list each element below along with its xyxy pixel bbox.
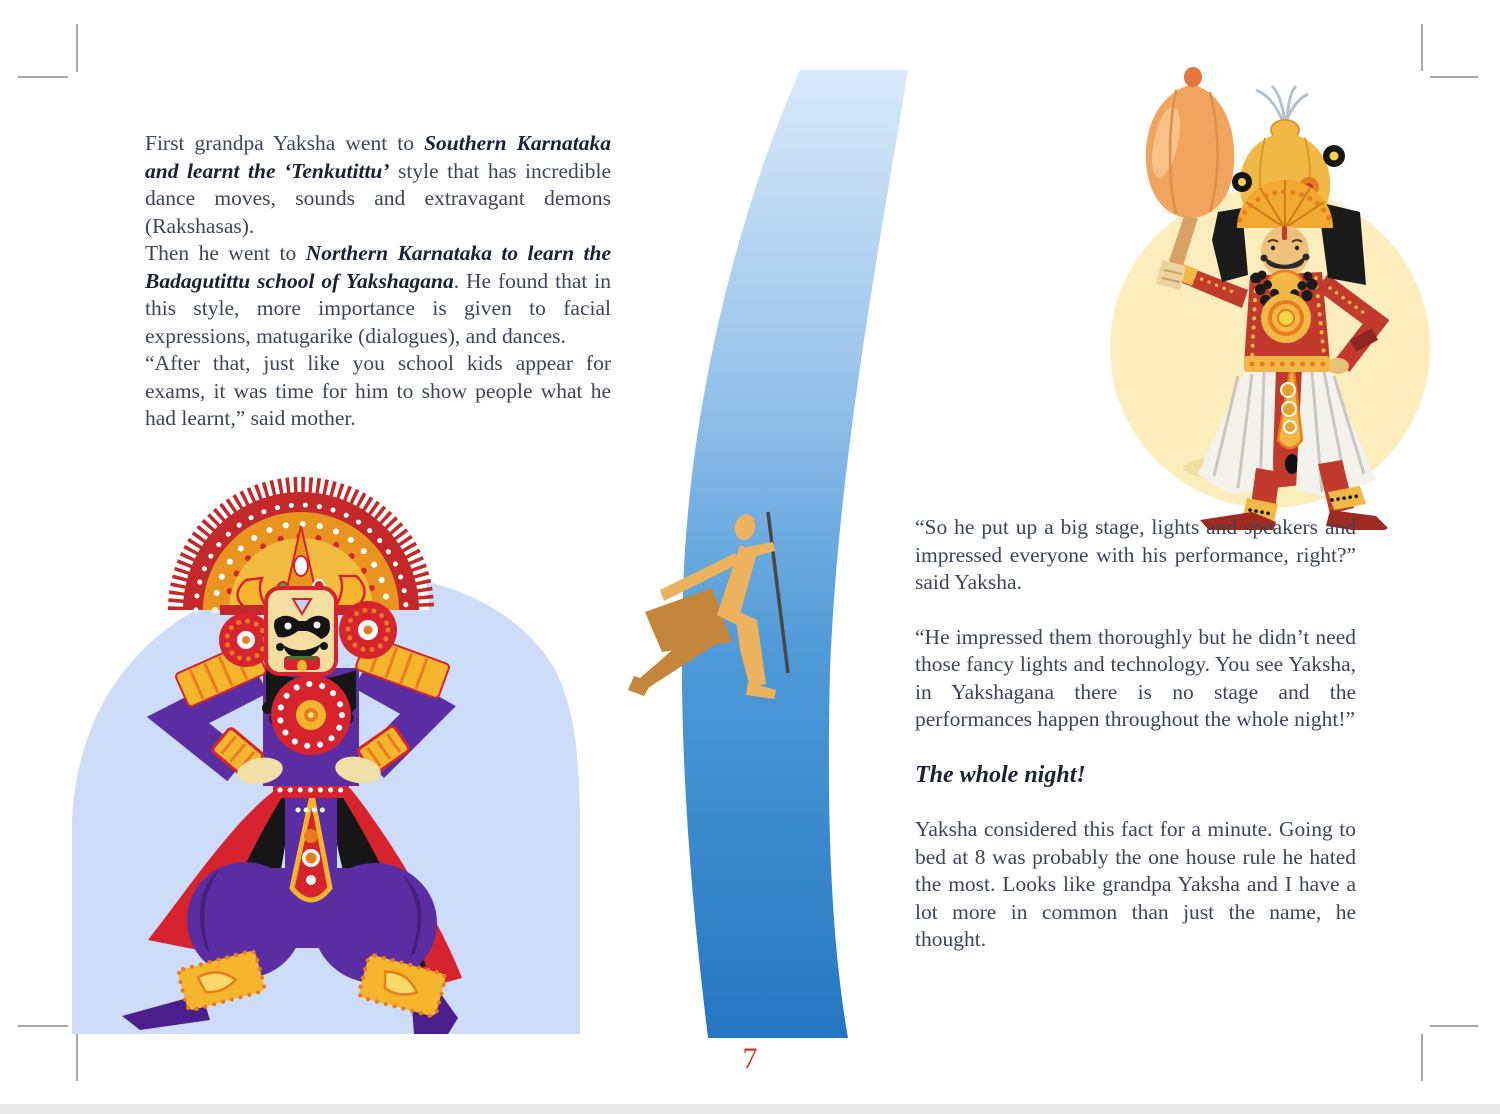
paragraph: “After that, just like you school kids appear for exams, it was time for him to show people what he had learnt,” said mother.: [145, 351, 611, 430]
right-page-text: [915, 514, 1356, 954]
crop-mark: [76, 24, 78, 72]
section-heading: The whole night!: [915, 761, 1086, 788]
paragraph: Yaksha considered this fact for a minute. Going to bed at 8 was probably the one house rule he hated the most. Looks like grandpa Yaksha and I have a lot more in common than just the name, he thought.: [915, 817, 1356, 951]
page-bottom-edge: [0, 1104, 1500, 1114]
paragraph: “So he put up a big stage, lights and speakers and impressed everyone with his performance, right?” said Yaksha.: [915, 515, 1356, 594]
crop-mark: [1430, 1025, 1478, 1027]
yakshagana-dancer-illustration: [70, 468, 590, 1034]
crop-mark: [18, 76, 68, 78]
paragraph: First grandpa Yaksha went to Southern Karnataka and learnt the ‘Tenkutittu’ style that has incredible dance moves, sounds and extravagant demons (Rakshasas).: [145, 131, 611, 238]
crop-mark: [18, 1025, 68, 1027]
crop-mark: [76, 1033, 78, 1081]
crop-mark: [1421, 1034, 1423, 1081]
page-number: 7: [742, 1042, 758, 1075]
yakshagana-warrior-illustration: [1080, 60, 1440, 530]
paragraph: “He impressed them thoroughly but he didn’t need those fancy lights and technology. You see Yaksha, in Yakshagana there is no stage and the performances happen throughout the whole night!”: [915, 624, 1356, 731]
left-page-text: [145, 130, 611, 433]
blue-ribbon-illustration: [590, 50, 960, 1045]
paragraph: Then he went to Northern Karnataka to learn the Badagutittu school of Yakshagana. He found that in this style, more importance is given to facial expressions, matugarike (dialogues), and dances.: [145, 241, 611, 348]
